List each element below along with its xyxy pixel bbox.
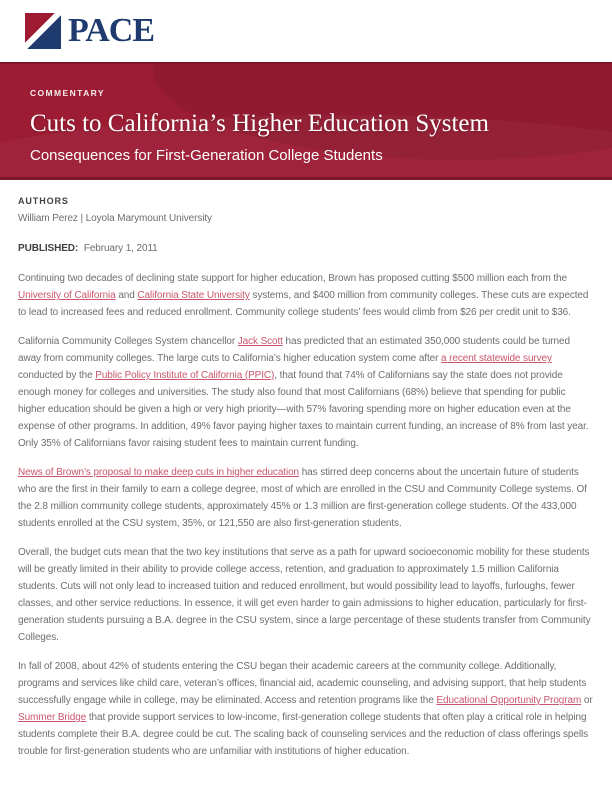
text-segment: , that found that 74% of Californians say the state does not provide enough money for colleges and universities. The study also found that most Californians (68%) believe that spending for public higher education should be given a high or very high priority—with 57% favoring spending more on higher education even at the expense of other programs. In addition, 49% favor paying higher taxes to maintain current funding, an increase of 8% from last year. Only 35% of Californians favor raising student fees to maintain current funding.: [18, 370, 589, 449]
published-line: [18, 243, 594, 254]
text-segment: has stirred deep concerns about the uncertain future of students who are the first in their family to earn a college degree, most of which are enrolled in the CSU and Community College systems. Of the 2.8 million community college students, approximately 45% or 1.3 million are first-generation college students. Of the 433,000 students enrolled at the CSU system, 35%, or 121,550 are also first-generation students.: [18, 467, 587, 529]
header-logo-strip: [0, 0, 612, 62]
inline-link[interactable]: University of California: [18, 290, 116, 301]
text-segment: In fall of 2008, about 42% of students entering the CSU began their academic careers at the community college. Additionally, programs and services like child care, veteran’s offices, financial aid, academic counseling, and advising support, that help students successfully engage while in college, may be eliminated. Access and retention programs like the: [18, 661, 587, 706]
paragraph: [18, 658, 594, 760]
paragraph: [18, 464, 594, 532]
pace-logo[interactable]: [25, 13, 154, 49]
commentary-label: COMMENTARY: [30, 88, 105, 98]
published-label: PUBLISHED:: [18, 243, 79, 254]
article-content: [0, 180, 612, 760]
paragraph: [18, 333, 594, 452]
page-subtitle: Consequences for First-Generation College Students: [30, 147, 383, 164]
inline-link[interactable]: a recent statewide survey: [441, 353, 552, 364]
text-segment: Continuing two decades of declining state support for higher education, Brown has proposed cutting $500 million each from the: [18, 273, 567, 284]
text-segment: or: [581, 695, 593, 706]
authors-line: William Perez | Loyola Marymount University: [18, 213, 212, 224]
text-segment: has predicted that an estimated 350,000 students could be turned away from community colleges. The large cuts to California’s higher education system come after: [18, 336, 570, 364]
inline-link[interactable]: Jack Scott: [237, 336, 283, 347]
title-banner: [0, 62, 612, 180]
paragraph: [18, 270, 594, 321]
pace-logo-text: PACE: [68, 12, 155, 49]
title-banner-inner: [30, 88, 582, 165]
page-title: Cuts to California’s Higher Education System: [30, 110, 489, 137]
text-segment: that provide support services to low-income, first-generation college students that often play a critical role in helping students complete their B.A. degree could be cut. The scaling back of counseling services and the reduction of class offerings spells trouble for first-generation students who are unfamiliar with institutions of higher education.: [18, 712, 588, 757]
authors-heading: AUTHORS: [18, 196, 69, 206]
inline-link[interactable]: Educational Opportunity Program: [436, 695, 582, 706]
paragraph: [18, 544, 594, 646]
text-segment: and: [115, 290, 138, 301]
inline-link[interactable]: News of Brown’s proposal to make deep cuts in higher education: [18, 467, 300, 478]
published-date: February 1, 2011: [83, 243, 158, 254]
text-segment: Overall, the budget cuts mean that the two key institutions that serve as a path for upward socioeconomic mobility for these students will be greatly limited in their ability to provide college access, retention, and graduation to approximately 1.5 million California students. Cuts will not only lead to increased tuition and reduced enrollment, but would possibility lead to layoffs, furloughs, fewer classes, and other service reductions. In essence, it will get even harder to gain admissions to higher education, particularly for first-generation students pursuing a B.A. degree in the CSU system, since a large percentage of these students transfer from Community Colleges.: [18, 547, 591, 643]
text-segment: systems, and $400 million from community colleges. These cuts are expected to lead to increased fees and reduced enrollment. Community college students’ fees would climb from $26 per credit unit to $36.: [18, 290, 589, 318]
text-segment: California Community Colleges System chancellor: [18, 336, 238, 347]
article-paragraphs: [18, 270, 594, 760]
inline-link[interactable]: California State University: [137, 290, 250, 301]
inline-link[interactable]: Public Policy Institute of California (PPIC): [95, 370, 275, 381]
text-segment: conducted by the: [18, 370, 96, 381]
inline-link[interactable]: Summer Bridge: [18, 712, 87, 723]
pace-logo-mark-icon: [25, 13, 61, 49]
